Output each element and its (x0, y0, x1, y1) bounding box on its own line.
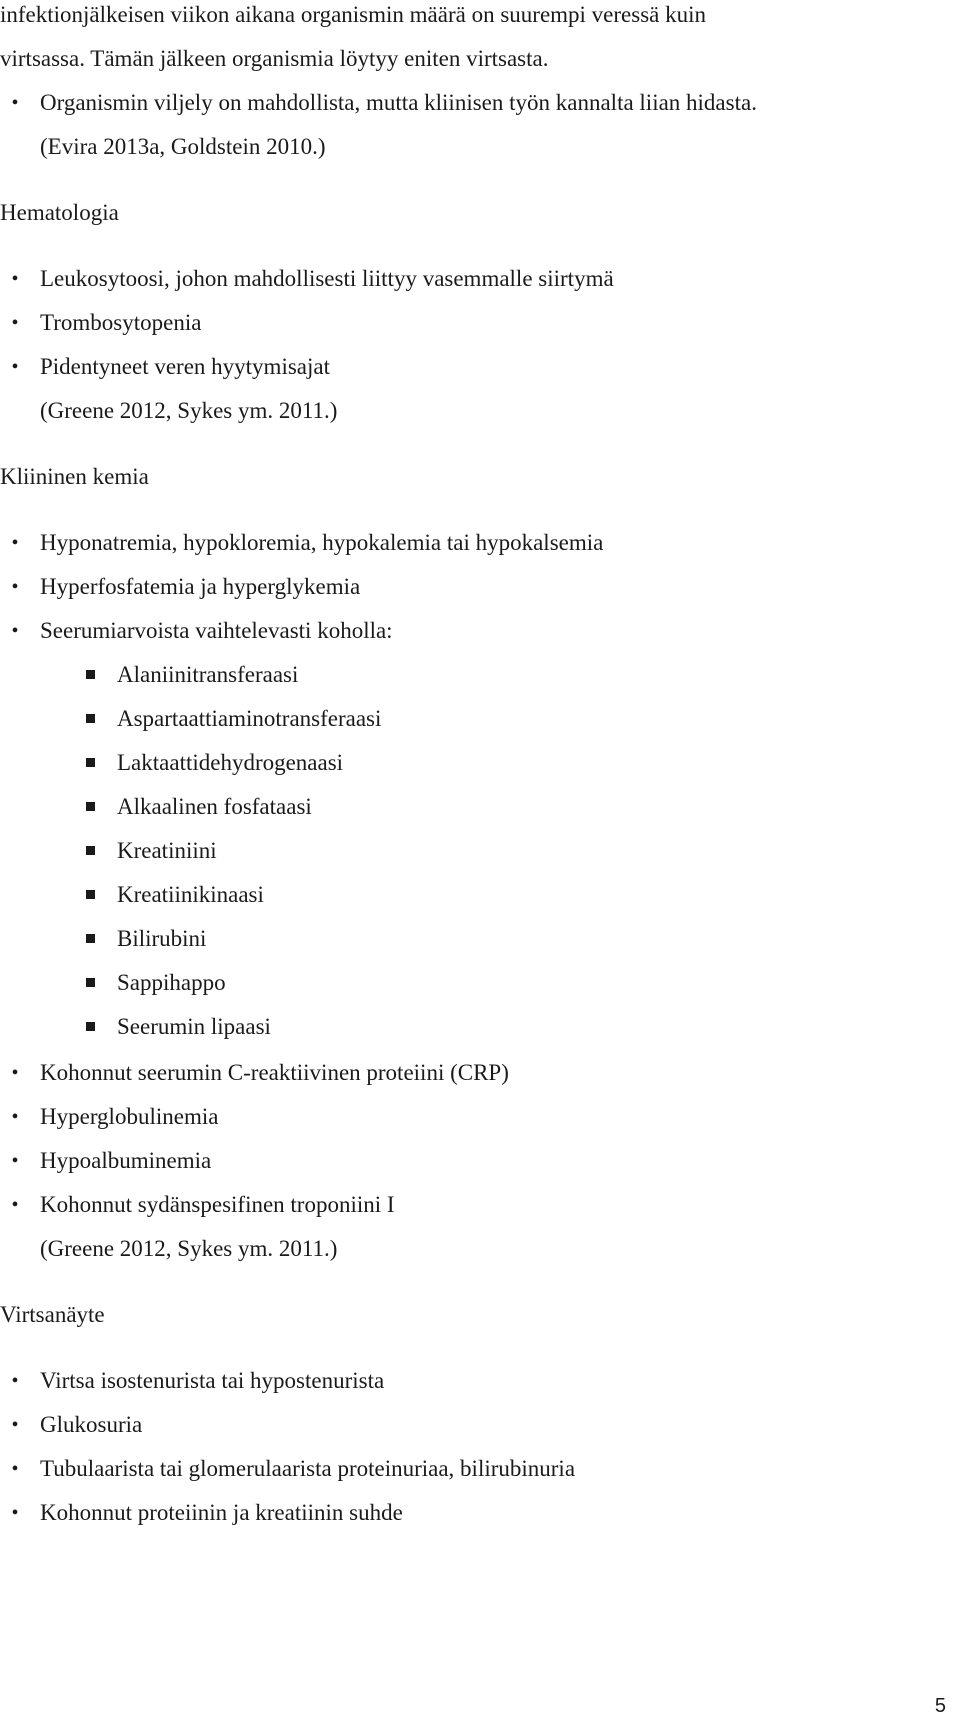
bullet-icon: • (11, 1414, 19, 1436)
list-item-text: Glukosuria (40, 1412, 143, 1437)
square-bullet-icon (86, 978, 95, 987)
citation: (Evira 2013a, Goldstein 2010.) (40, 134, 326, 159)
sub-list-item-text: Alkaalinen fosfataasi (117, 794, 312, 819)
square-bullet-icon (86, 890, 95, 899)
list-item-text: Kohonnut sydänspesifinen troponiini I (40, 1192, 395, 1217)
square-bullet-icon (86, 714, 95, 723)
bullet-icon: • (11, 312, 19, 334)
list-item-text: Kohonnut seerumin C-reaktiivinen proteiini (CRP) (40, 1060, 509, 1085)
square-bullet-icon (86, 846, 95, 855)
bullet-icon: • (11, 1062, 19, 1084)
list-item-text: Hyperfosfatemia ja hyperglykemia (40, 574, 361, 599)
bullet-icon: • (11, 1194, 19, 1216)
section-heading: Kliininen kemia (0, 464, 149, 489)
sub-list-item-text: Alaniinitransferaasi (117, 662, 299, 687)
bullet-icon: • (11, 1106, 19, 1128)
list-item-text: Hyperglobulinemia (40, 1104, 219, 1129)
sub-list-item-text: Seerumin lipaasi (117, 1014, 271, 1039)
square-bullet-icon (86, 1022, 95, 1031)
list-item-text: Trombosytopenia (40, 310, 202, 335)
bullet-icon: • (11, 1458, 19, 1480)
sub-list-item-text: Laktaattidehydrogenaasi (117, 750, 344, 775)
list-item-text: Organismin viljely on mahdollista, mutta kliinisen työn kannalta liian hidasta. (40, 90, 757, 115)
citation: (Greene 2012, Sykes ym. 2011.) (40, 398, 338, 423)
bullet-icon: • (11, 532, 19, 554)
list-item-text: Virtsa isostenurista tai hypostenurista (40, 1368, 385, 1393)
sub-list-item-text: Kreatiniini (117, 838, 217, 863)
section-heading: Hematologia (0, 200, 119, 225)
square-bullet-icon (86, 670, 95, 679)
bullet-icon: • (11, 1502, 19, 1524)
page-number: 5 (934, 1695, 946, 1717)
list-item-text: Leukosytoosi, johon mahdollisesti liittyy vasemmalle siirtymä (40, 266, 614, 291)
list-item-text: Seerumiarvoista vaihtelevasti koholla: (40, 618, 393, 643)
sub-list-item-text: Bilirubini (117, 926, 207, 951)
square-bullet-icon (86, 758, 95, 767)
bullet-icon: • (11, 576, 19, 598)
list-item-text: Hypoalbuminemia (40, 1148, 212, 1173)
paragraph-line: infektionjälkeisen viikon aikana organismin määrä on suurempi veressä kuin (0, 2, 707, 27)
sub-list-item-text: Sappihappo (117, 970, 226, 995)
bullet-icon: • (11, 620, 19, 642)
sub-list-item-text: Kreatiinikinaasi (117, 882, 264, 907)
bullet-icon: • (11, 356, 19, 378)
list-item-text: Hyponatremia, hypokloremia, hypokalemia tai hypokalsemia (40, 530, 604, 555)
bullet-icon: • (11, 268, 19, 290)
list-item-text: Kohonnut proteiinin ja kreatiinin suhde (40, 1500, 403, 1525)
square-bullet-icon (86, 934, 95, 943)
list-item-text: Pidentyneet veren hyytymisajat (40, 354, 330, 379)
list-item-text: Tubulaarista tai glomerulaarista proteinuriaa, bilirubinuria (40, 1456, 576, 1481)
bullet-icon: • (11, 92, 19, 114)
bullet-icon: • (11, 1370, 19, 1392)
section-heading: Virtsanäyte (0, 1302, 105, 1327)
citation: (Greene 2012, Sykes ym. 2011.) (40, 1236, 338, 1261)
square-bullet-icon (86, 802, 95, 811)
paragraph-line: virtsassa. Tämän jälkeen organismia löytyy eniten virtsasta. (0, 46, 549, 71)
sub-list-item-text: Aspartaattiaminotransferaasi (117, 706, 382, 731)
bullet-icon: • (11, 1150, 19, 1172)
